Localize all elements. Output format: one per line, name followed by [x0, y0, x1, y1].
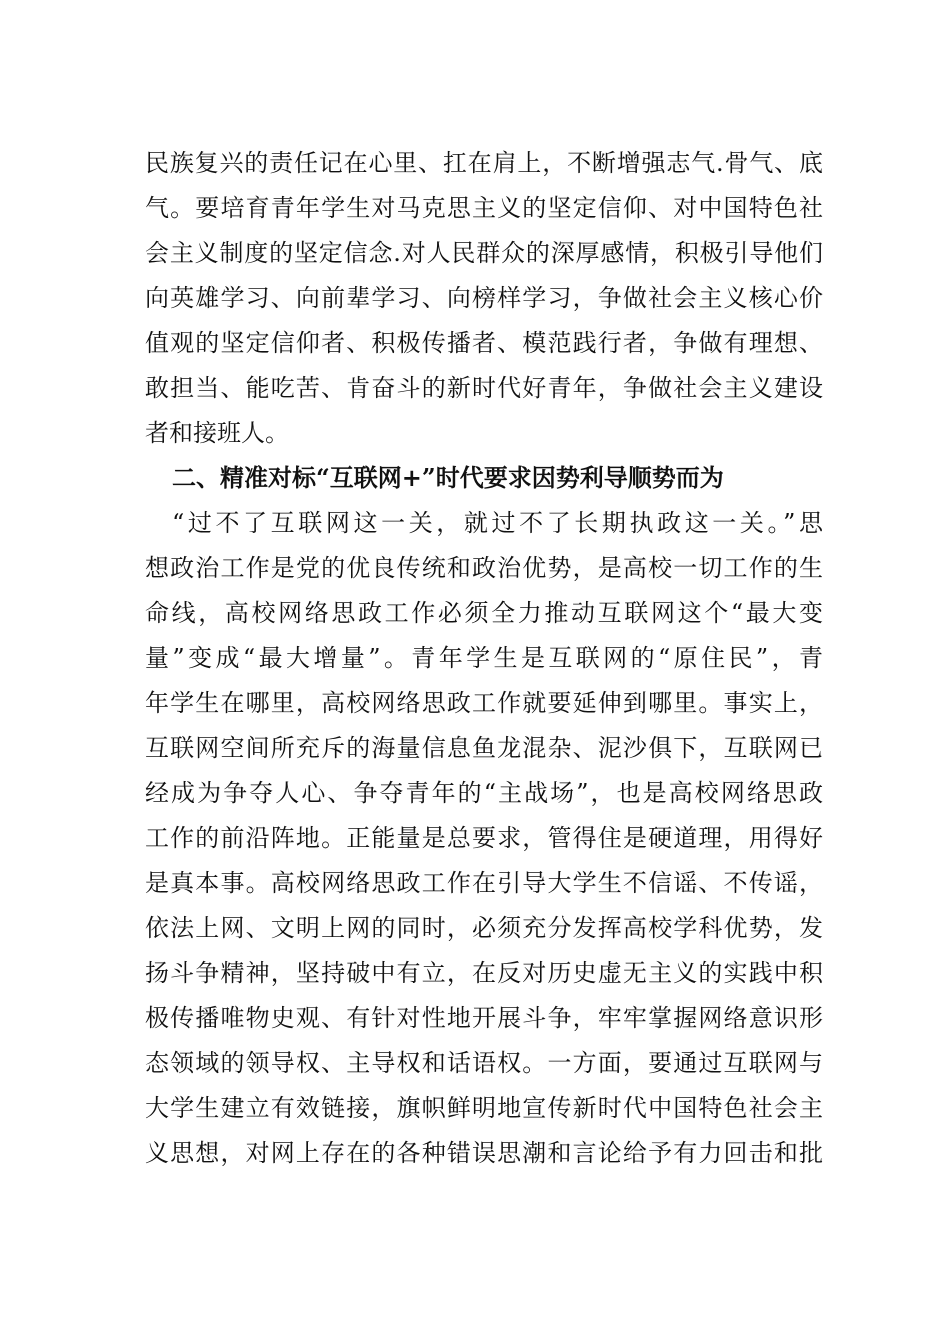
text-line: 值观的坚定信仰者、积极传播者、模范践行者，争做有理想、	[145, 329, 823, 357]
text-line: 大学生建立有效链接，旗帜鲜明地宣传新时代中国特色社会主	[145, 1094, 823, 1122]
text-line: 气。要培育青年学生对马克思主义的坚定信仰、对中国特色社	[145, 194, 823, 222]
text-line: 者和接班人。	[145, 419, 289, 447]
text-line: 量”变成“最大增量”。青年学生是互联网的“原住民”，青	[145, 644, 823, 672]
section-heading: 二、精准对标“互联网+”时代要求因势利导顺势而为	[172, 463, 724, 492]
text-line: 敢担当、能吃苦、肯奋斗的新时代好青年，争做社会主义建设	[145, 374, 823, 402]
text-line: 向英雄学习、向前辈学习、向榜样学习，争做社会主义核心价	[145, 284, 823, 312]
text-line: 义思想，对网上存在的各种错误思潮和言论给予有力回击和批	[145, 1139, 823, 1167]
text-line: 是真本事。高校网络思政工作在引导大学生不信谣、不传谣，	[145, 869, 823, 897]
text-line: 态领域的领导权、主导权和话语权。一方面，要通过互联网与	[145, 1049, 823, 1077]
text-line: 想政治工作是党的优良传统和政治优势，是高校一切工作的生	[145, 554, 823, 582]
text-line: 年学生在哪里，高校网络思政工作就要延伸到哪里。事实上，	[145, 689, 823, 717]
text-line: 经成为争夺人心、争夺青年的“主战场”，也是高校网络思政	[145, 779, 823, 807]
text-line: 依法上网、文明上网的同时，必须充分发挥高校学科优势，发	[145, 914, 823, 942]
text-line: 极传播唯物史观、有针对性地开展斗争，牢牢掌握网络意识形	[145, 1004, 823, 1032]
text-line: 会主义制度的坚定信念.对人民群众的深厚感情，积极引导他们	[145, 239, 823, 267]
text-line: 互联网空间所充斥的海量信息鱼龙混杂、泥沙俱下，互联网已	[145, 734, 823, 762]
text-line: 命线，高校网络思政工作必须全力推动互联网这个“最大变	[145, 599, 823, 627]
text-line: 工作的前沿阵地。正能量是总要求，管得住是硬道理，用得好	[145, 824, 823, 852]
text-line: 扬斗争精神，坚持破中有立，在反对历史虚无主义的实践中积	[145, 959, 823, 987]
text-line: “过不了互联网这一关，就过不了长期执政这一关。”思	[172, 509, 823, 537]
text-line: 民族复兴的责任记在心里、扛在肩上，不断增强志气.骨气、底	[145, 149, 823, 177]
